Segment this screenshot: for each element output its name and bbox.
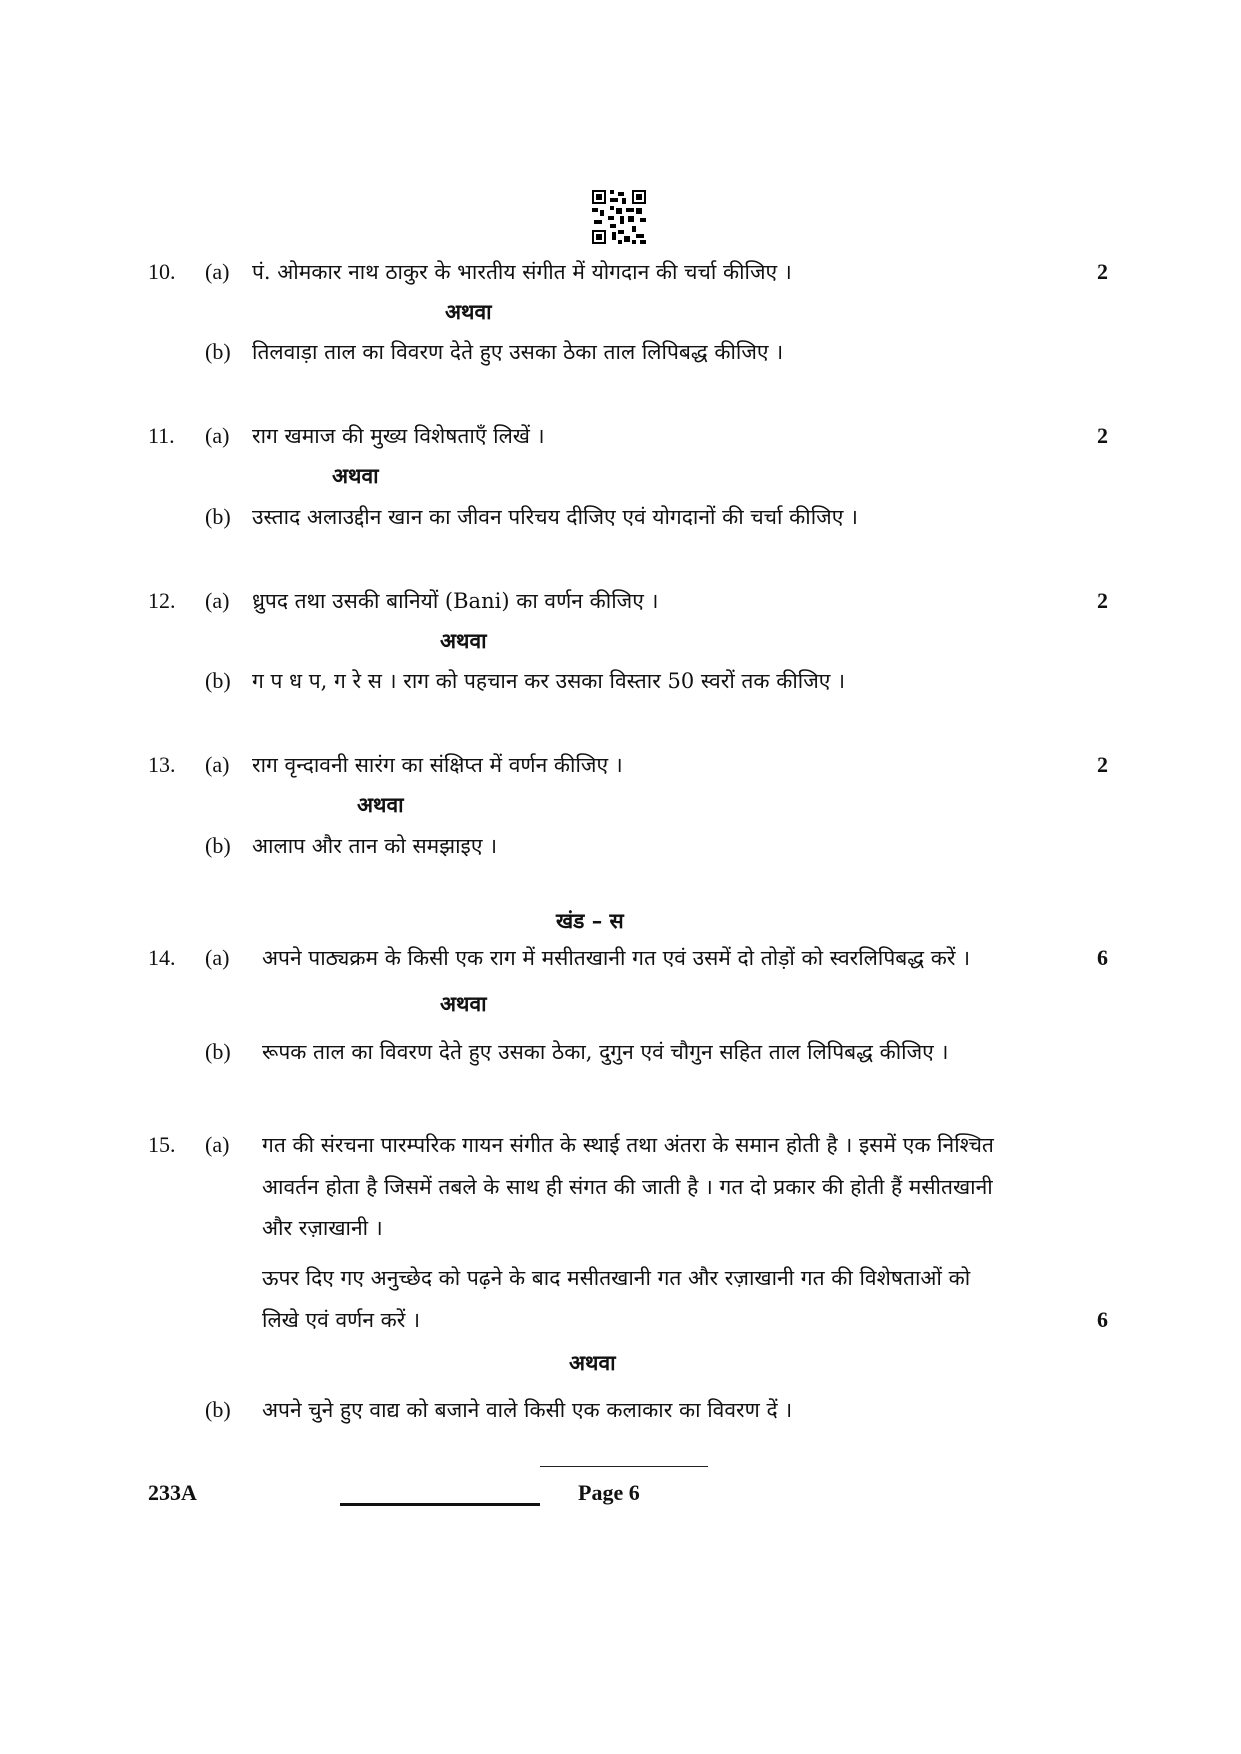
option-label: (a) — [205, 423, 230, 448]
question-text: रूपक ताल का विवरण देते हुए उसका ठेका, दुगुन एवं चौगुन सहित ताल लिपिबद्ध कीजिए । — [262, 1040, 949, 1064]
marks: 2 — [1097, 423, 1108, 448]
question-text: राग खमाज की मुख्य विशेषताएँ लिखें । — [252, 424, 545, 448]
question-number: 14. — [148, 945, 176, 970]
passage-line: आवर्तन होता है जिसमें तबले के साथ ही संगत की जाती है । गत दो प्रकार की होती हैं मसीतखानी — [262, 1175, 993, 1199]
option-label: (a) — [205, 259, 230, 284]
or-label: अथवा — [569, 1350, 616, 1375]
passage-line: ऊपर दिए गए अनुच्छेद को पढ़ने के बाद मसीतखानी गत और रज़ाखानी गत की विशेषताओं को — [262, 1266, 971, 1290]
passage-line: लिखे एवं वर्णन करें । — [262, 1308, 421, 1332]
page-number: Page 6 — [578, 1480, 640, 1505]
question-text: अपने चुने हुए वाद्य को बजाने वाले किसी एक कलाकार का विवरण दें । — [262, 1398, 793, 1422]
or-label: अथवा — [357, 792, 404, 817]
section-heading: खंड – स — [556, 908, 624, 933]
option-label: (a) — [205, 588, 230, 613]
question-number: 15. — [148, 1132, 176, 1157]
question-text: ग प ध प, ग रे स । राग को पहचान कर उसका विस्तार 50 स्वरों तक कीजिए । — [252, 669, 846, 693]
option-label: (b) — [205, 1039, 231, 1064]
question-number: 12. — [148, 588, 176, 613]
qr-code-icon — [592, 190, 646, 244]
question-text: आलाप और तान को समझाइए । — [252, 834, 498, 858]
end-rule — [540, 1466, 708, 1467]
marks: 2 — [1097, 752, 1108, 777]
paper-code: 233A — [148, 1480, 197, 1505]
marks: 2 — [1097, 259, 1108, 284]
or-label: अथवा — [440, 991, 487, 1016]
option-label: (b) — [205, 339, 231, 364]
question-number: 11. — [148, 423, 175, 448]
option-label: (a) — [205, 1132, 230, 1157]
option-label: (b) — [205, 833, 231, 858]
question-text: ध्रुपद तथा उसकी बानियों (Bani) का वर्णन कीजिए । — [252, 589, 659, 613]
option-label: (a) — [205, 752, 230, 777]
option-label: (b) — [205, 504, 231, 529]
question-text: पं. ओमकार नाथ ठाकुर के भारतीय संगीत में योगदान की चर्चा कीजिए । — [252, 260, 792, 284]
question-text: उस्ताद अलाउद्दीन खान का जीवन परिचय दीजिए एवं योगदानों की चर्चा कीजिए । — [252, 505, 858, 529]
passage-line: गत की संरचना पारम्परिक गायन संगीत के स्थाई तथा अंतरा के समान होती है । इसमें एक निश्चित — [262, 1133, 994, 1157]
marks: 6 — [1097, 945, 1108, 970]
option-label: (b) — [205, 668, 231, 693]
footer-rule — [340, 1503, 540, 1506]
option-label: (a) — [205, 945, 230, 970]
or-label: अथवा — [440, 628, 487, 653]
passage-line: और रज़ाखानी । — [262, 1216, 383, 1240]
question-text: राग वृन्दावनी सारंग का संक्षिप्त में वर्णन कीजिए । — [252, 753, 623, 777]
question-number: 10. — [148, 259, 176, 284]
or-label: अथवा — [332, 463, 379, 488]
option-label: (b) — [205, 1397, 231, 1422]
marks: 6 — [1097, 1307, 1108, 1332]
marks: 2 — [1097, 588, 1108, 613]
question-text: तिलवाड़ा ताल का विवरण देते हुए उसका ठेका ताल लिपिबद्ध कीजिए । — [252, 340, 784, 364]
question-text: अपने पाठ्यक्रम के किसी एक राग में मसीतखानी गत एवं उसमें दो तोड़ों को स्वरलिपिबद्ध करें । — [262, 946, 971, 970]
or-label: अथवा — [445, 299, 492, 324]
question-number: 13. — [148, 752, 176, 777]
